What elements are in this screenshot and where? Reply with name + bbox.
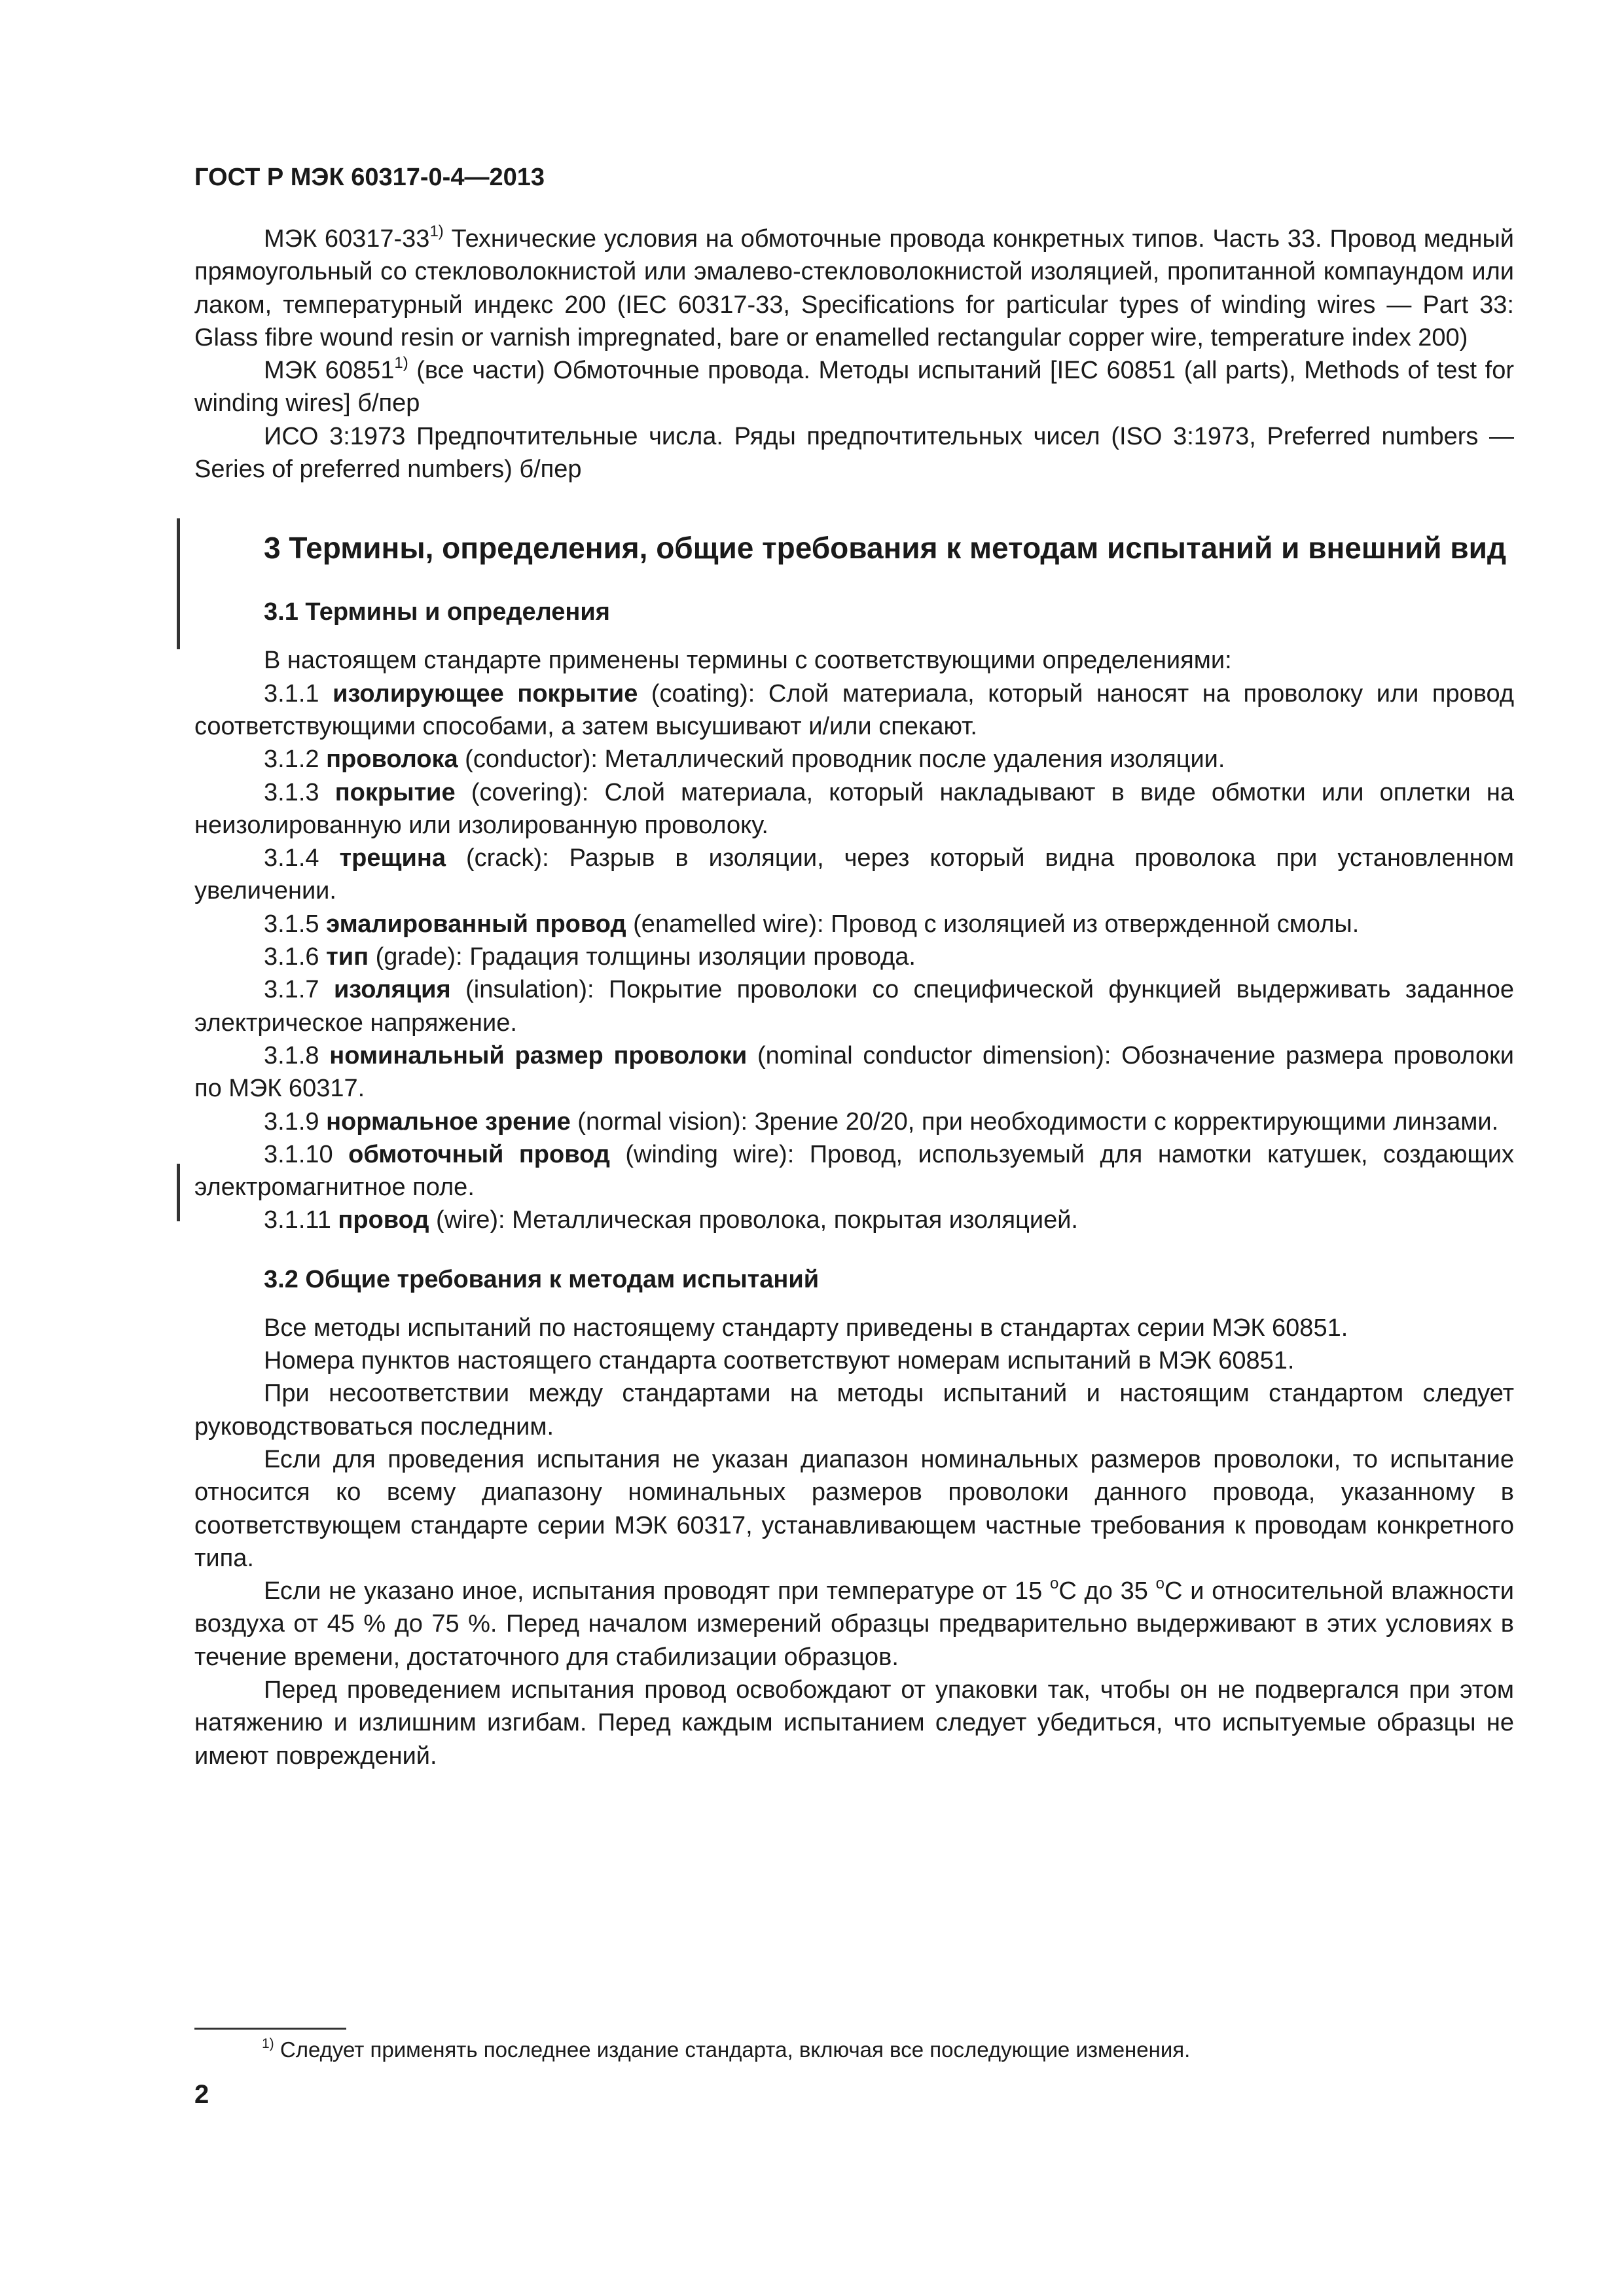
term-number: 3.1.8 bbox=[264, 1041, 319, 1069]
term-text: (grade): Градация толщины изоляции провода. bbox=[369, 943, 916, 971]
term-name: обмоточный провод bbox=[348, 1140, 610, 1168]
footnote-mark: 1) bbox=[394, 354, 408, 372]
page-content bbox=[194, 223, 1514, 1772]
term-name: проволока bbox=[326, 745, 458, 774]
term-definition bbox=[194, 842, 1514, 908]
reference-code: ИСО 3:1973 bbox=[264, 422, 406, 450]
term-name: эмалированный провод bbox=[326, 910, 626, 938]
term-number: 3.1.4 bbox=[264, 844, 319, 872]
reference-code: МЭК 60851 bbox=[264, 357, 395, 385]
reference-text: Предпочтительные числа. Ряды предпочтительных чисел (ISO 3:1973, Preferred numbers — Series of preferred numbers) б/пер bbox=[194, 422, 1515, 484]
term-text: (coating): Слой материала, который наносят на проволоку или провод соответствующими способами, а затем высушивают и/или спекают. bbox=[194, 679, 1514, 740]
term-number: 3.1.9 bbox=[264, 1107, 319, 1136]
footnote-mark: 1) bbox=[429, 223, 444, 240]
term-text: (insulation): Покрытие проволоки со специфической функцией выдерживать заданное электрическое напряжение. bbox=[194, 976, 1514, 1037]
term-definition bbox=[194, 1039, 1514, 1105]
paragraph-text: Если не указано иное, испытания проводят при температуре от 15 bbox=[264, 1577, 1050, 1605]
term-text: (wire): Металлическая проволока, покрытая изоляцией. bbox=[429, 1206, 1078, 1234]
term-name: трещина bbox=[339, 844, 446, 872]
reference-item bbox=[194, 354, 1514, 420]
term-text: (crack): Разрыв в изоляции, через который видна проволока при установленном увеличении. bbox=[194, 844, 1514, 905]
revision-bar bbox=[177, 518, 180, 649]
term-name: тип bbox=[326, 943, 369, 971]
term-number: 3.1.5 bbox=[264, 910, 319, 938]
footnote-separator bbox=[194, 2028, 346, 2030]
revision-bar bbox=[177, 1164, 180, 1221]
term-text: (normal vision): Зрение 20/20, при необходимости с корректирующими линзами. bbox=[570, 1107, 1499, 1136]
term-name: покрытие bbox=[334, 778, 456, 806]
paragraph: В настоящем стандарте применены термины с соответствующими определениями: bbox=[264, 647, 1232, 675]
term-name: изоляция bbox=[333, 976, 451, 1004]
term-definition bbox=[194, 941, 1514, 973]
term-definition bbox=[194, 1138, 1514, 1204]
page-number: 2 bbox=[194, 2080, 209, 2109]
section-heading: 3 Термины, определения, общие требования к методам испытаний и внешний вид bbox=[264, 531, 1507, 565]
term-number: 3.1.2 bbox=[264, 745, 319, 774]
terms-list bbox=[194, 677, 1514, 1237]
paragraph bbox=[194, 1575, 1514, 1674]
subsection-heading: 3.1 Термины и определения bbox=[264, 598, 610, 626]
term-number: 3.1.1 bbox=[264, 679, 319, 708]
term-text: (winding wire): Провод, используемый для намотки катушек, создающих электромагнитное поле. bbox=[194, 1140, 1514, 1202]
reference-item bbox=[194, 420, 1514, 486]
paragraph: Если для проведения испытания не указан диапазон номинальных размеров проволоки, то испытание относится ко всему диапазону номинальных размеров проволоки данного провода, указанному в соответствующем стандарте серии МЭК 60317, устанавливающем частные требования к проводам конкретного типа. bbox=[194, 1445, 1514, 1572]
degree-mark: o bbox=[1049, 1575, 1059, 1593]
term-number: 3.1.7 bbox=[264, 976, 319, 1004]
document-header: ГОСТ Р МЭК 60317-0-4—2013 bbox=[194, 164, 545, 191]
term-definition bbox=[194, 776, 1514, 842]
term-number: 3.1.3 bbox=[264, 778, 319, 806]
term-text: (covering): Слой материала, который накладывают в виде обмотки или оплетки на неизолированную или изолированную проволоку. bbox=[194, 778, 1514, 839]
term-definition bbox=[194, 743, 1514, 776]
term-definition bbox=[194, 908, 1514, 941]
term-definition bbox=[194, 1105, 1514, 1138]
paragraph-text: С и относительной влажности воздуха от 45 % до 75 %. Перед началом измерений образцы предварительно выдерживают в этих условиях в течение времени, достаточного для стабилизации образцов. bbox=[194, 1577, 1514, 1671]
term-definition bbox=[194, 1204, 1514, 1236]
footnote-text: Следует применять последнее издание стандарта, включая все последующие изменения. bbox=[274, 2037, 1191, 2062]
paragraph: Все методы испытаний по настоящему стандарту приведены в стандартах серии МЭК 60851. bbox=[264, 1314, 1348, 1342]
term-name: номинальный размер проволоки bbox=[329, 1041, 748, 1069]
term-definition bbox=[194, 677, 1514, 744]
term-text: (conductor): Металлический проводник после удаления изоляции. bbox=[458, 745, 1225, 774]
term-number: 3.1.6 bbox=[264, 943, 319, 971]
paragraph: Перед проведением испытания провод освобождают от упаковки так, чтобы он не подвергался при этом натяжению и излишним изгибам. Перед каждым испытанием следует убедиться, что испытуемые образцы не имеют повреждений. bbox=[194, 1676, 1514, 1770]
term-text: (enamelled wire): Провод с изоляцией из отвержденной смолы. bbox=[626, 910, 1360, 938]
paragraph: Номера пунктов настоящего стандарта соответствуют номерам испытаний в МЭК 60851. bbox=[264, 1347, 1295, 1375]
subsection-heading: 3.2 Общие требования к методам испытаний bbox=[264, 1265, 820, 1293]
term-name: провод bbox=[338, 1206, 429, 1234]
footnote bbox=[262, 2036, 1190, 2064]
term-definition bbox=[194, 973, 1514, 1039]
paragraph-text: С до 35 bbox=[1058, 1577, 1156, 1605]
requirements-paragraphs bbox=[194, 1312, 1514, 1575]
paragraph: При несоответствии между стандартами на методы испытаний и настоящим стандартом следует руководствоваться последним. bbox=[194, 1380, 1514, 1441]
reference-code: МЭК 60317-33 bbox=[264, 225, 430, 253]
reference-text: (все части) Обмоточные провода. Методы испытаний [IEC 60851 (all parts), Methods of test for winding wires] б/пер bbox=[194, 357, 1514, 418]
term-text: (nominal conductor dimension): Обозначение размера проволоки по МЭК 60317. bbox=[194, 1041, 1514, 1103]
footnote-mark: 1) bbox=[262, 2036, 274, 2051]
reference-item bbox=[194, 223, 1514, 354]
term-number: 3.1.11 bbox=[264, 1206, 331, 1234]
degree-mark: o bbox=[1155, 1575, 1165, 1593]
normative-references bbox=[194, 223, 1514, 486]
term-number: 3.1.10 bbox=[264, 1140, 333, 1168]
term-name: нормальное зрение bbox=[326, 1107, 571, 1136]
term-name: изолирующее покрытие bbox=[333, 679, 638, 708]
reference-text: Технические условия на обмоточные провода конкретных типов. Часть 33. Провод медный прямоугольный со стекловолокнистой или эмалево-стекловолокнистой изоляцией, пропитанной компаундом или лаком, температурный индекс 200 (IEC 60317-33, Specifications for particular types of winding wires — Part 33: Glass fibre wound resin or varnish impregnated, bare or enamelled rectangular copper wire, temperature index 200) bbox=[194, 225, 1514, 351]
